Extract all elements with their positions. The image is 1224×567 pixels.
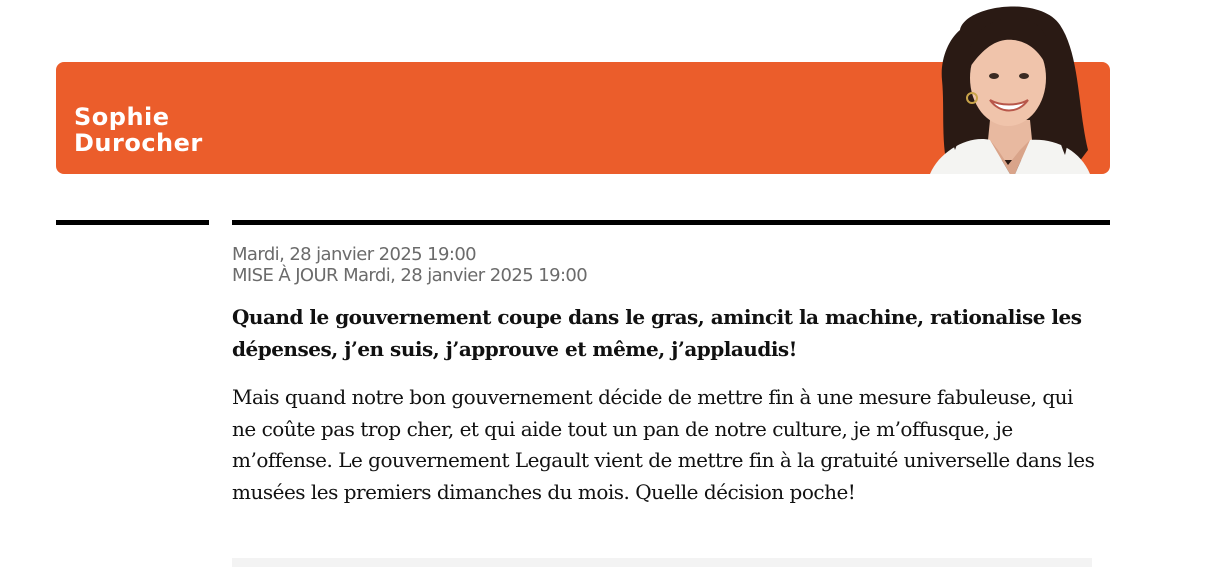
published-date: Mardi, 28 janvier 2025 19:00 bbox=[232, 244, 477, 265]
article-dates bbox=[232, 244, 587, 286]
article-lede: Quand le gouvernement coupe dans le gras, amincit la machine, rationalise les dépenses, j’en suis, j’approuve et même, j’applaudis! bbox=[232, 305, 1082, 361]
section-divider-left bbox=[56, 220, 209, 225]
section-divider-main bbox=[232, 220, 1110, 225]
content-block-placeholder bbox=[232, 558, 1092, 567]
author-avatar bbox=[920, 0, 1096, 174]
author-name[interactable]: Sophie Durocher bbox=[74, 103, 203, 157]
article-paragraph: Mais quand notre bon gouvernement décide de mettre fin à une mesure fabuleuse, qui ne coûte pas trop cher, et qui aide tout un pan de notre culture, je m’offusque, je m’offense. Le gouvernement Legault vient de mettre fin à la gratuité universelle dans les musées les premiers dimanches du mois. Quelle décision poche! bbox=[232, 385, 1095, 504]
updated-date: MISE À JOUR Mardi, 28 janvier 2025 19:00 bbox=[232, 265, 588, 286]
